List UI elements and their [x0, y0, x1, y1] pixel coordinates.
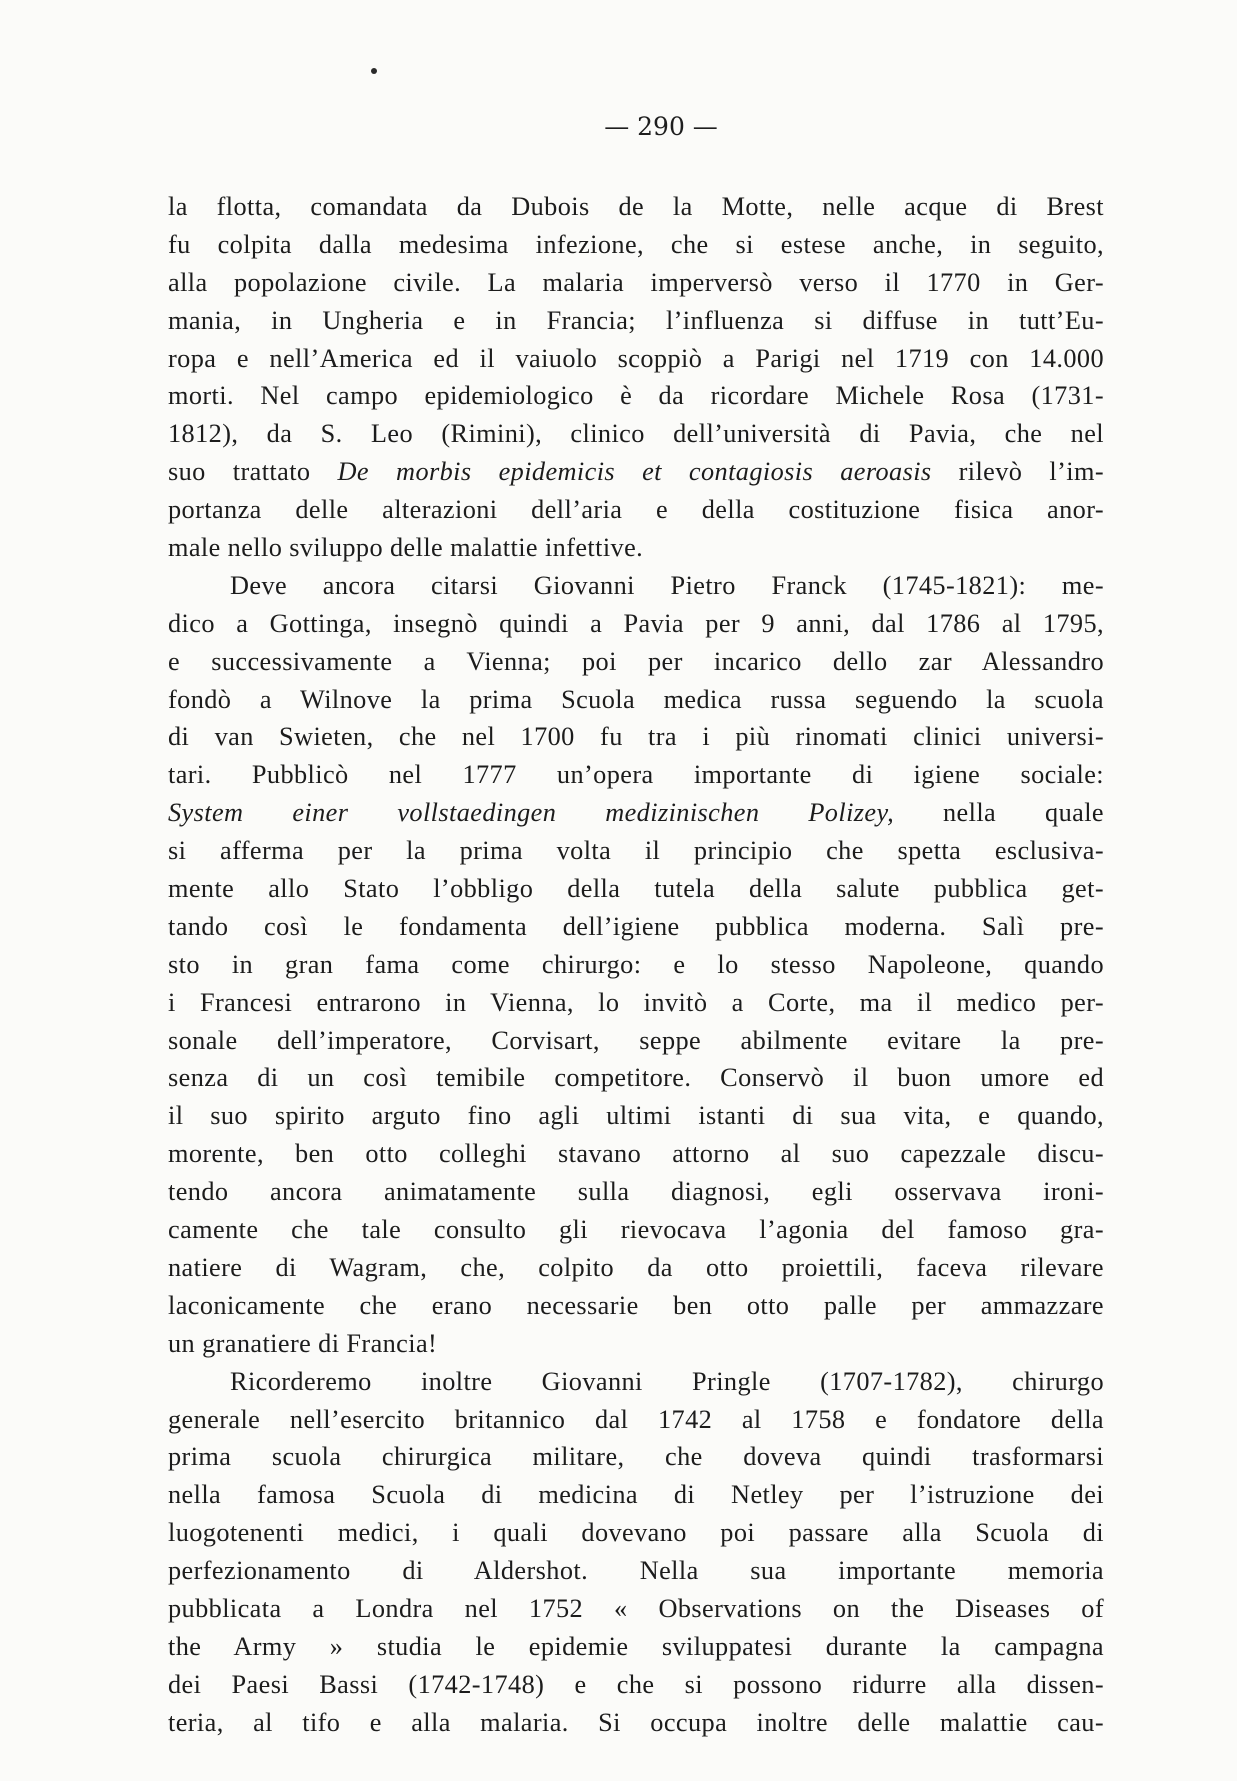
text-line: dico a Gottinga, insegnò quindi a Pavia per 9 anni, dal 1786 al 1795, [168, 608, 1104, 638]
text-line: il suo spirito arguto fino agli ultimi istanti di sua vita, e quando, [168, 1101, 1104, 1131]
text-line: portanza delle alterazioni dell’aria e della costituzione fisica anor- [168, 495, 1104, 525]
text-line: e successivamente a Vienna; poi per incarico dello zar Alessandro [168, 646, 1104, 676]
text-line: perfezionamento di Aldershot. Nella sua importante memoria [168, 1556, 1104, 1586]
text-line: un granatiere di Francia! [168, 1328, 438, 1358]
line-text: suo trattato [168, 457, 338, 487]
text-line: prima scuola chirurgica militare, che doveva quindi trasformarsi [168, 1442, 1104, 1472]
text-line: si afferma per la prima volta il principio che spetta esclusiva- [168, 836, 1104, 866]
text-line: sonale dell’imperatore, Corvisart, seppe abilmente evitare la pre- [168, 1025, 1104, 1055]
body-text [168, 188, 1104, 1742]
text-line: 1812), da S. Leo (Rimini), clinico dell’università di Pavia, che nel [168, 419, 1104, 449]
book-title: De morbis epidemicis et contagiosis aeroasis [337, 457, 932, 487]
text-line: the Army » studia le epidemie sviluppatesi durante la campagna [168, 1631, 1104, 1661]
text-line: tando così le fondamenta dell’igiene pubblica moderna. Salì pre- [168, 911, 1104, 941]
text-line: sto in gran fama come chirurgo: e lo stesso Napoleone, quando [168, 949, 1104, 979]
text-line: fu colpita dalla medesima infezione, che si estese anche, in seguito, [168, 229, 1104, 259]
text-line: tendo ancora animatamente sulla diagnosi, egli osservava ironi- [168, 1177, 1104, 1207]
text-line: dei Paesi Bassi (1742-1748) e che si possono ridurre alla dissen- [168, 1669, 1104, 1699]
book-title: System einer vollstaedingen medizinischen Polizey, [168, 798, 895, 828]
text-line: mente allo Stato l’obbligo della tutela della salute pubblica get- [168, 874, 1104, 904]
line-text: rilevò l’im- [931, 457, 1104, 487]
text-line: morente, ben otto colleghi stavano attorno al suo capezzale discu- [168, 1139, 1104, 1169]
line-text: nella quale [894, 798, 1104, 828]
text-line: i Francesi entrarono in Vienna, lo invitò a Corte, ma il medico per- [168, 987, 1104, 1017]
text-line: Ricorderemo inoltre Giovanni Pringle (1707-1782), chirurgo [230, 1366, 1104, 1396]
text-line: male nello sviluppo delle malattie infettive. [168, 533, 644, 563]
text-line: Deve ancora citarsi Giovanni Pietro Franck (1745-1821): me- [230, 570, 1104, 600]
text-line: camente che tale consulto gli rievocava l’agonia del famoso gra- [168, 1215, 1104, 1245]
text-line: la flotta, comandata da Dubois de la Motte, nelle acque di Brest [168, 192, 1104, 221]
text-line: tari. Pubblicò nel 1777 un’opera importante di igiene sociale: [168, 760, 1104, 790]
text-line: natiere di Wagram, che, colpito da otto proiettili, faceva rilevare [168, 1252, 1104, 1282]
text-line: ropa e nell’America ed il vaiuolo scoppiò a Parigi nel 1719 con 14.000 [168, 343, 1104, 373]
page-number: — 290 — [604, 112, 718, 141]
text-line: alla popolazione civile. La malaria imperversò verso il 1770 in Ger- [168, 267, 1104, 297]
text-line: generale nell’esercito britannico dal 1742 al 1758 e fondatore della [168, 1404, 1104, 1434]
text-line: morti. Nel campo epidemiologico è da ricordare Michele Rosa (1731- [168, 381, 1104, 411]
text-line: mania, in Ungheria e in Francia; l’influenza si diffuse in tutt’Eu- [168, 305, 1104, 335]
text-line [168, 794, 1104, 832]
text-line: teria, al tifo e alla malaria. Si occupa inoltre delle malattie cau- [168, 1707, 1104, 1737]
text-line: di van Swieten, che nel 1700 fu tra i più rinomati clinici universi- [168, 722, 1104, 752]
text-line: laconicamente che erano necessarie ben otto palle per ammazzare [168, 1290, 1104, 1320]
ink-speck [371, 68, 377, 74]
text-line: pubblicata a Londra nel 1752 « Observations on the Diseases of [168, 1593, 1104, 1623]
text-line: luogotenenti medici, i quali dovevano poi passare alla Scuola di [168, 1518, 1104, 1548]
text-line: senza di un così temibile competitore. Conservò il buon umore ed [168, 1063, 1104, 1093]
text-line: fondò a Wilnove la prima Scuola medica russa seguendo la scuola [168, 684, 1104, 714]
text-line [168, 453, 1104, 491]
text-line: nella famosa Scuola di medicina di Netley per l’istruzione dei [168, 1480, 1104, 1510]
